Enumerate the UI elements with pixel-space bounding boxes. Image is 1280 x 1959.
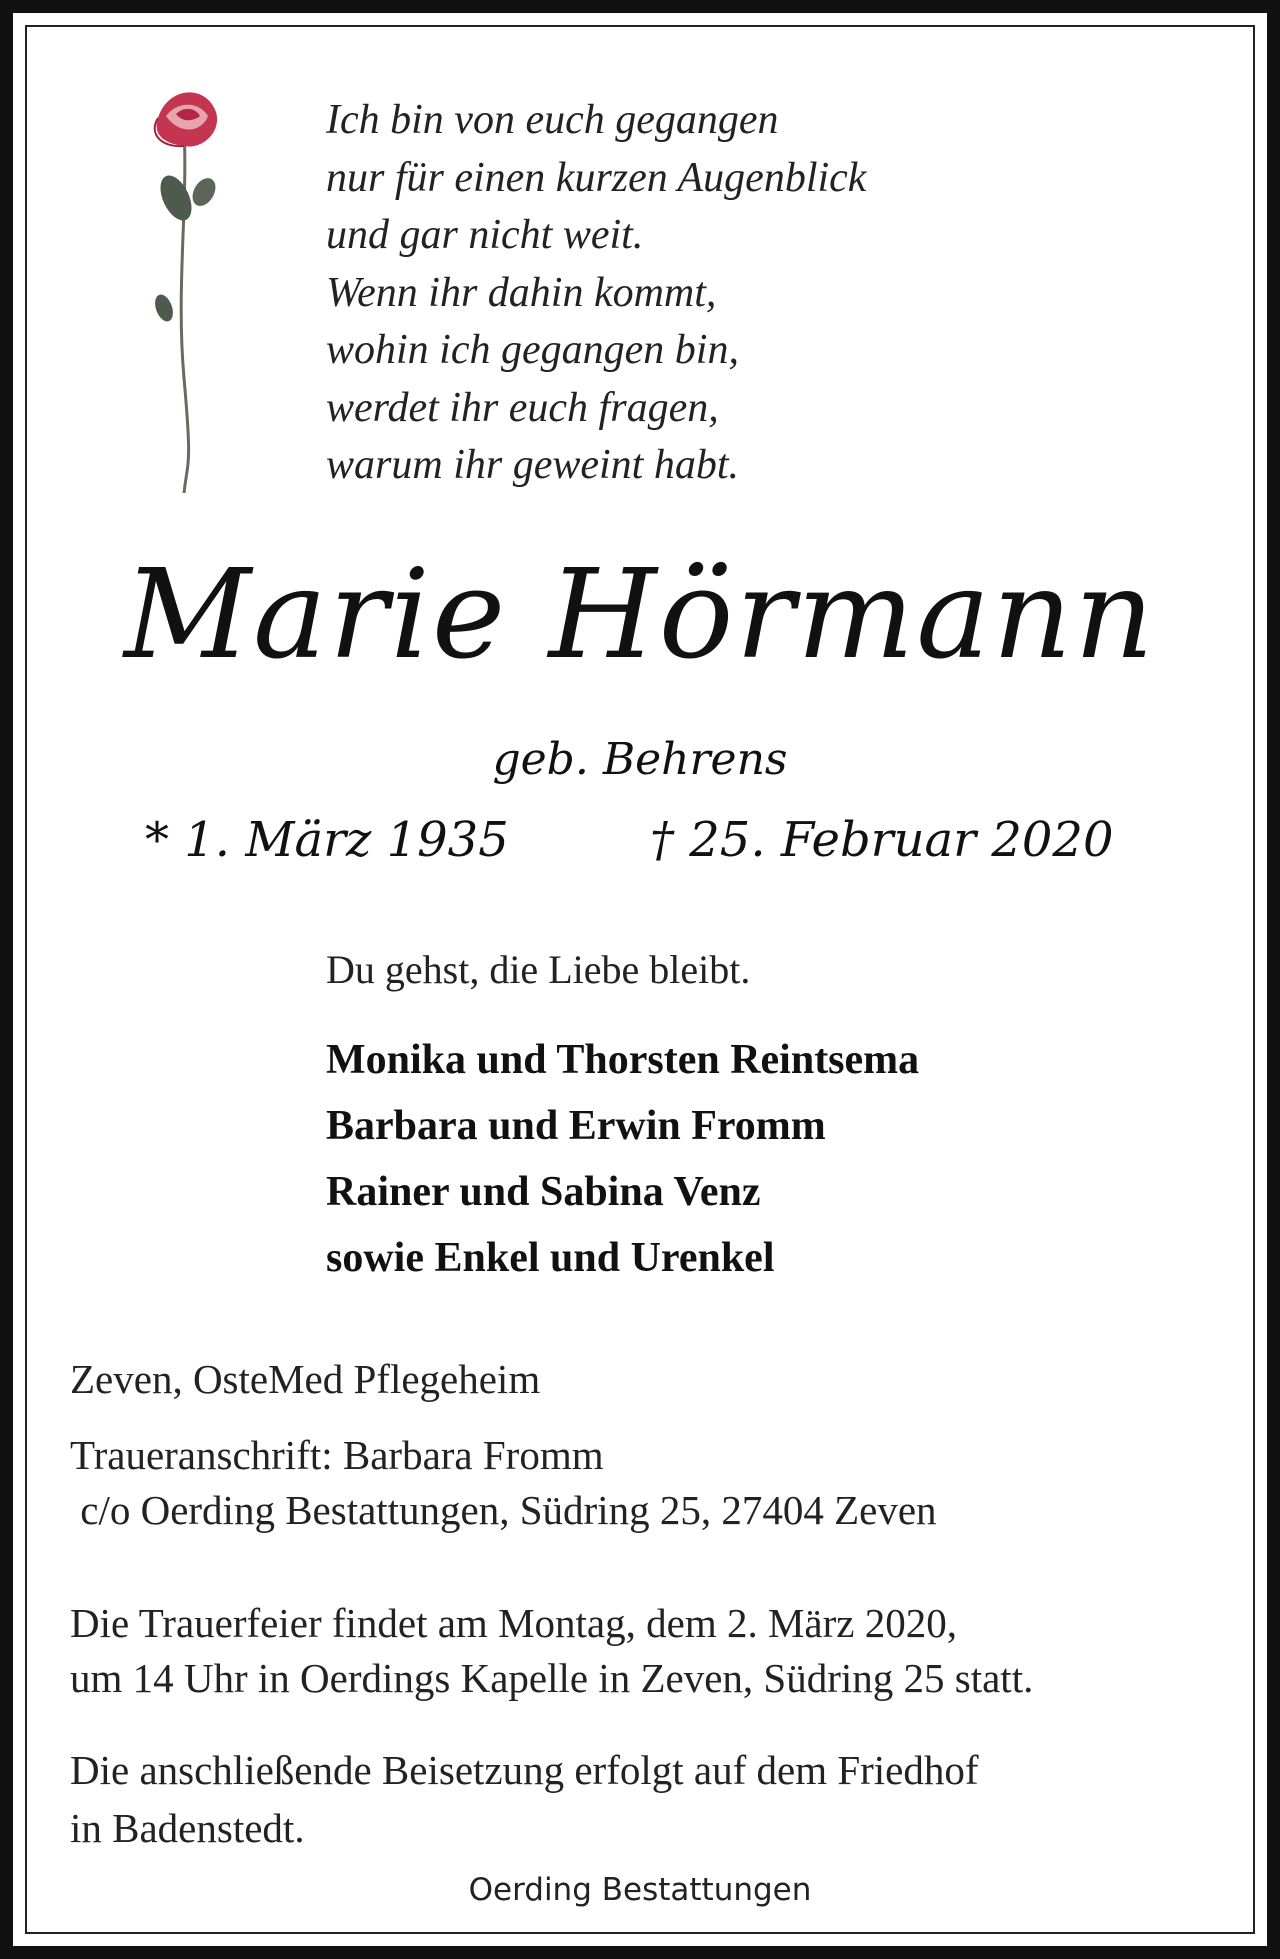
poem-line: und gar nicht weit. — [326, 212, 644, 258]
address-line: Traueranschrift: Barbara Fromm — [70, 1432, 604, 1478]
poem-line: wohin ich gegangen bin, — [326, 327, 739, 373]
ceremony-info — [70, 1596, 1033, 1706]
birth-name: geb. Behrens — [492, 734, 788, 785]
place-of-death: Zeven, OsteMed Pflegeheim — [70, 1356, 541, 1402]
deceased-name: Marie Hörmann — [124, 543, 1156, 687]
motto: Du gehst, die Liebe bleibt. — [326, 947, 751, 992]
burial-line: Die anschließende Beisetzung erfolgt auf dem Friedhof — [70, 1747, 979, 1793]
poem-line: werdet ihr euch fragen, — [326, 384, 719, 431]
mourning-address — [70, 1428, 937, 1538]
rose-icon — [118, 88, 248, 498]
ceremony-line: um 14 Uhr in Oerdings Kapelle in Zeven, Südring 25 statt. — [70, 1655, 1034, 1701]
poem — [326, 92, 866, 495]
ceremony-line: Die Trauerfeier findet am Montag, dem 2. März 2020, — [70, 1600, 957, 1646]
address-line: c/o Oerding Bestattungen, Südring 25, 27404 Zeven — [70, 1487, 937, 1533]
poem-line: Wenn ihr dahin kommt, — [326, 269, 717, 316]
mourners-list — [326, 1027, 919, 1291]
mourner-entry: sowie Enkel und Urenkel — [326, 1235, 775, 1281]
mourner-entry: Rainer und Sabina Venz — [326, 1169, 761, 1215]
mourner-entry: Monika und Thorsten Reintsema — [326, 1037, 920, 1083]
funeral-home: Oerding Bestattungen — [468, 1872, 812, 1908]
burial-line: in Badenstedt. — [70, 1805, 305, 1851]
birth-date: * 1. März 1935 — [145, 812, 509, 868]
poem-line: warum ihr geweint habt. — [326, 442, 740, 488]
poem-line: Ich bin von euch gegangen — [326, 97, 779, 143]
mourner-entry: Barbara und Erwin Fromm — [326, 1103, 826, 1149]
burial-info — [70, 1741, 979, 1857]
death-date: † 25. Februar 2020 — [650, 812, 1114, 868]
poem-line: nur für einen kurzen Augenblick — [326, 154, 867, 201]
